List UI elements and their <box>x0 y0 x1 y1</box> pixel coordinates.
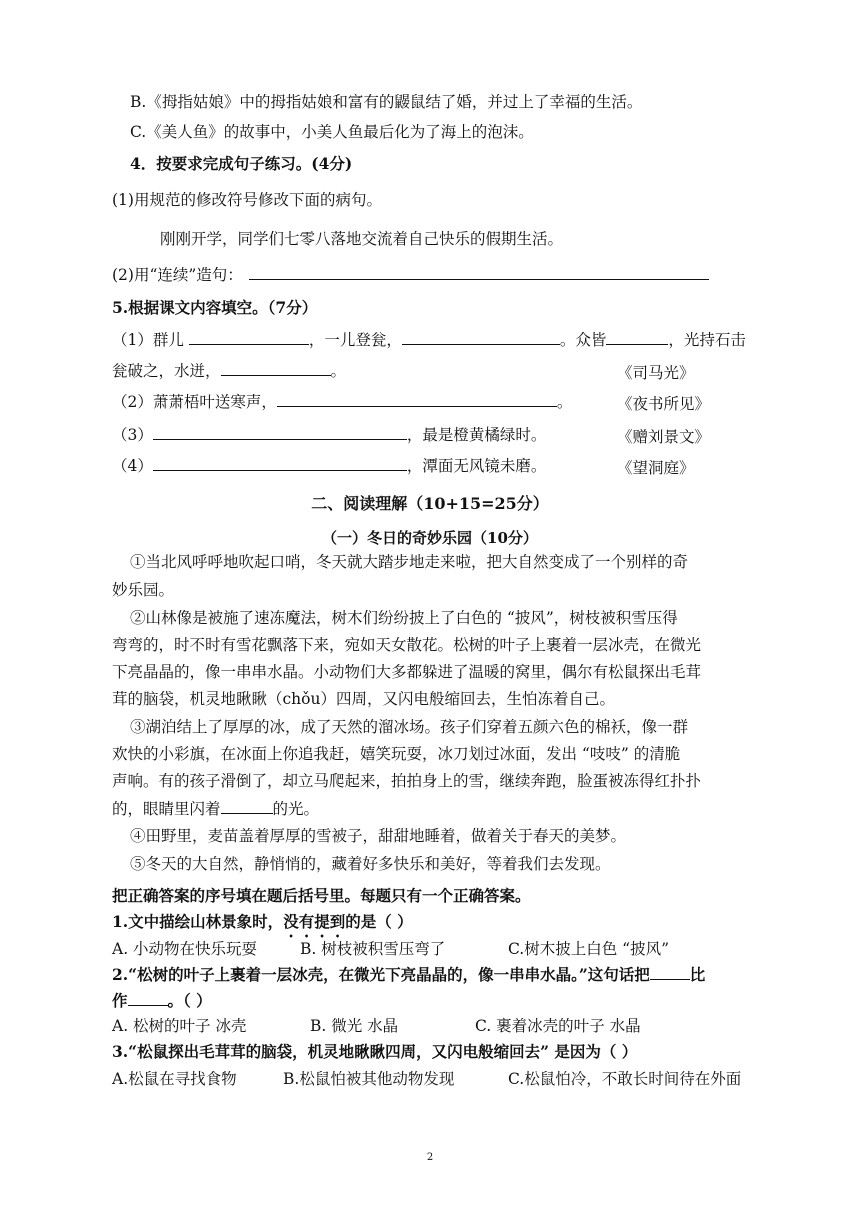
questions-instruction: 把正确答案的序号填在题后括号里。每题只有一个正确答案。 <box>112 886 531 905</box>
mc-question-1-emphasis: 没有提到 <box>283 912 346 931</box>
passage-p4: ④田野里，麦苗盖着厚厚的雪被子，甜甜地睡着，做着关于春天的美梦。 <box>130 827 627 845</box>
question-5-title: 5.根据课文内容填空。（7分） <box>112 298 318 317</box>
mc-question-2-option-b[interactable]: B. 微光 水晶 <box>310 1017 399 1035</box>
passage-blank[interactable] <box>221 799 273 814</box>
fill-blank-3[interactable] <box>153 425 407 440</box>
question-4-part2-label: (2)用“连续”造句： <box>112 266 243 284</box>
question-4-part1: (1)用规范的修改符号修改下面的病句。 <box>112 191 382 209</box>
fill-blank-1a[interactable] <box>189 330 309 345</box>
option-c-text: C.《美人鱼》的故事中，小美人鱼最后化为了海上的泡沫。 <box>130 123 534 141</box>
fill-line-1-end: 。 <box>330 362 347 380</box>
fill-blank-4[interactable] <box>153 456 407 471</box>
passage-p3-line4-end: 的光。 <box>272 800 320 818</box>
fill-line-4 <box>112 456 546 476</box>
mc-question-1-option-b[interactable]: B. 树枝被积雪压弯了 <box>300 940 446 958</box>
mc-question-2-bi: 比 <box>689 965 706 984</box>
section-2-title: 二、阅读理解（10+15=25分） <box>311 494 549 513</box>
fill-line-3 <box>112 425 546 445</box>
fill-line-3-prefix: （3） <box>112 426 153 444</box>
passage-title: （一）冬日的奇妙乐园（10分） <box>322 529 538 547</box>
source-sima-guang: 《司马光》 <box>617 364 695 382</box>
sentence-answer-blank[interactable] <box>249 265 709 280</box>
faulty-sentence: 刚刚开学，同学们七零八落地交流着自己快乐的假期生活。 <box>160 230 564 248</box>
passage-p5: ⑤冬天的大自然，静悄悄的，藏着好多快乐和美好，等着我们去发现。 <box>130 855 611 873</box>
fill-line-1 <box>112 330 746 350</box>
passage-p3-line4 <box>112 799 319 819</box>
page-number: 2 <box>426 1152 434 1163</box>
mc-question-2-start: 2.“松树的叶子上裹着一层冰壳，在微光下亮晶晶的，像一串串水晶。”这句话把 <box>112 965 650 984</box>
mc-question-1-option-c[interactable]: C.树木披上白色 “披风” <box>508 940 670 958</box>
fill-line-2-prefix: （2）萧萧梧叶送寒声， <box>112 393 277 411</box>
mc-question-3: 3.“松鼠探出毛茸茸的脑袋，机灵地瞅瞅四周，又闪电般缩回去” 是因为（ ） <box>112 1042 638 1061</box>
mc-question-3-option-a[interactable]: A.松鼠在寻找食物 <box>112 1070 237 1088</box>
fill-line-3-suffix: ，最是橙黄橘绿时。 <box>406 426 547 444</box>
mc-question-2-option-c[interactable]: C. 裹着冰壳的叶子 水晶 <box>475 1017 641 1035</box>
question-4-part2 <box>112 265 709 285</box>
fill-blank-2[interactable] <box>277 392 557 407</box>
mc-question-2-option-a[interactable]: A. 松树的叶子 冰壳 <box>112 1017 247 1035</box>
source-zeng-liu: 《赠刘景文》 <box>617 428 711 446</box>
mc-question-2-end: 。（ ） <box>167 991 212 1010</box>
fill-line-1-prefix: （1）群儿 <box>112 331 184 349</box>
source-night-book: 《夜书所见》 <box>617 395 711 413</box>
mc-question-1-end: 的是（ ） <box>345 912 413 931</box>
passage-p3-line2: 欢快的小彩旗，在冰面上你追我赶，嬉笑玩耍，冰刀划过冰面，发出 “吱吱” 的清脆 <box>112 745 681 763</box>
fill-line-2-end: 。 <box>556 393 573 411</box>
mc-question-1-start: 1.文中描绘山林景象时， <box>112 912 284 931</box>
fill-blank-1c[interactable] <box>606 330 668 345</box>
fill-blank-1d[interactable] <box>221 361 331 376</box>
mc-question-2-blank2[interactable] <box>128 991 168 1006</box>
mc-question-3-option-c[interactable]: C.松鼠怕冷，不敢长时间待在外面 <box>508 1070 742 1088</box>
fill-line-4-prefix: （4） <box>112 457 153 475</box>
passage-p1-line1: ①当北风呼呼地吹起口哨，冬天就大踏步地走来啦，把大自然变成了一个别样的奇 <box>130 553 689 571</box>
fill-line-1-mid: ，一儿登瓮， <box>308 331 402 349</box>
mc-question-1-option-a[interactable]: A. 小动物在快乐玩耍 <box>112 940 258 958</box>
passage-p2-line4: 茸的脑袋，机灵地瞅瞅（chǒu）四周，又闪电般缩回去，生怕冻着自己。 <box>112 690 615 708</box>
fill-line-1-mid2: 。众皆 <box>559 331 607 349</box>
passage-p3-line4-start: 的，眼睛里闪着 <box>112 800 221 818</box>
mc-question-2-line2 <box>112 991 212 1011</box>
mc-question-3-option-b[interactable]: B.松鼠怕被其他动物发现 <box>283 1070 455 1088</box>
passage-p3-line3: 声响。有的孩子滑倒了，却立马爬起来，拍拍身上的雪，继续奔跑，脸蛋被冻得红扑扑 <box>112 772 702 790</box>
option-b-text: B.《拇指姑娘》中的拇指姑娘和富有的鼹鼠结了婚，并过上了幸福的生活。 <box>130 93 643 111</box>
mc-question-1 <box>112 912 413 941</box>
passage-p2-line3: 下亮晶晶的，像一串串水晶。小动物们大多都躲进了温暖的窝里，偶尔有松鼠探出毛茸 <box>112 663 702 681</box>
fill-line-1-suffix: ，光持石击 <box>668 331 746 349</box>
passage-p2-line1: ②山林像是被施了速冻魔法，树木们纷纷披上了白色的 “披风”，树枝被积雪压得 <box>130 609 678 627</box>
fill-line-4-suffix: ，潭面无风镜未磨。 <box>406 457 547 475</box>
fill-line-2 <box>112 392 572 412</box>
question-4-title: 4．按要求完成句子练习。(4分) <box>130 154 353 173</box>
fill-line-1-cont-text: 瓮破之，水迸， <box>112 362 221 380</box>
fill-line-1-cont <box>112 361 346 381</box>
passage-p3-line1: ③湖泊结上了厚厚的冰，成了天然的溜冰场。孩子们穿着五颜六色的棉袄，像一群 <box>130 718 689 736</box>
passage-p1-line2: 妙乐园。 <box>112 581 175 599</box>
mc-question-2-zuo: 作 <box>112 991 128 1010</box>
fill-blank-1b[interactable] <box>402 330 560 345</box>
mc-question-2-line1 <box>112 965 705 985</box>
mc-question-2-blank1[interactable] <box>650 965 690 980</box>
source-dongting: 《望洞庭》 <box>617 459 695 477</box>
passage-p2-line2: 弯弯的，时不时有雪花飘落下来，宛如天女散花。松树的叶子上裹着一层冰壳，在微光 <box>112 636 702 654</box>
